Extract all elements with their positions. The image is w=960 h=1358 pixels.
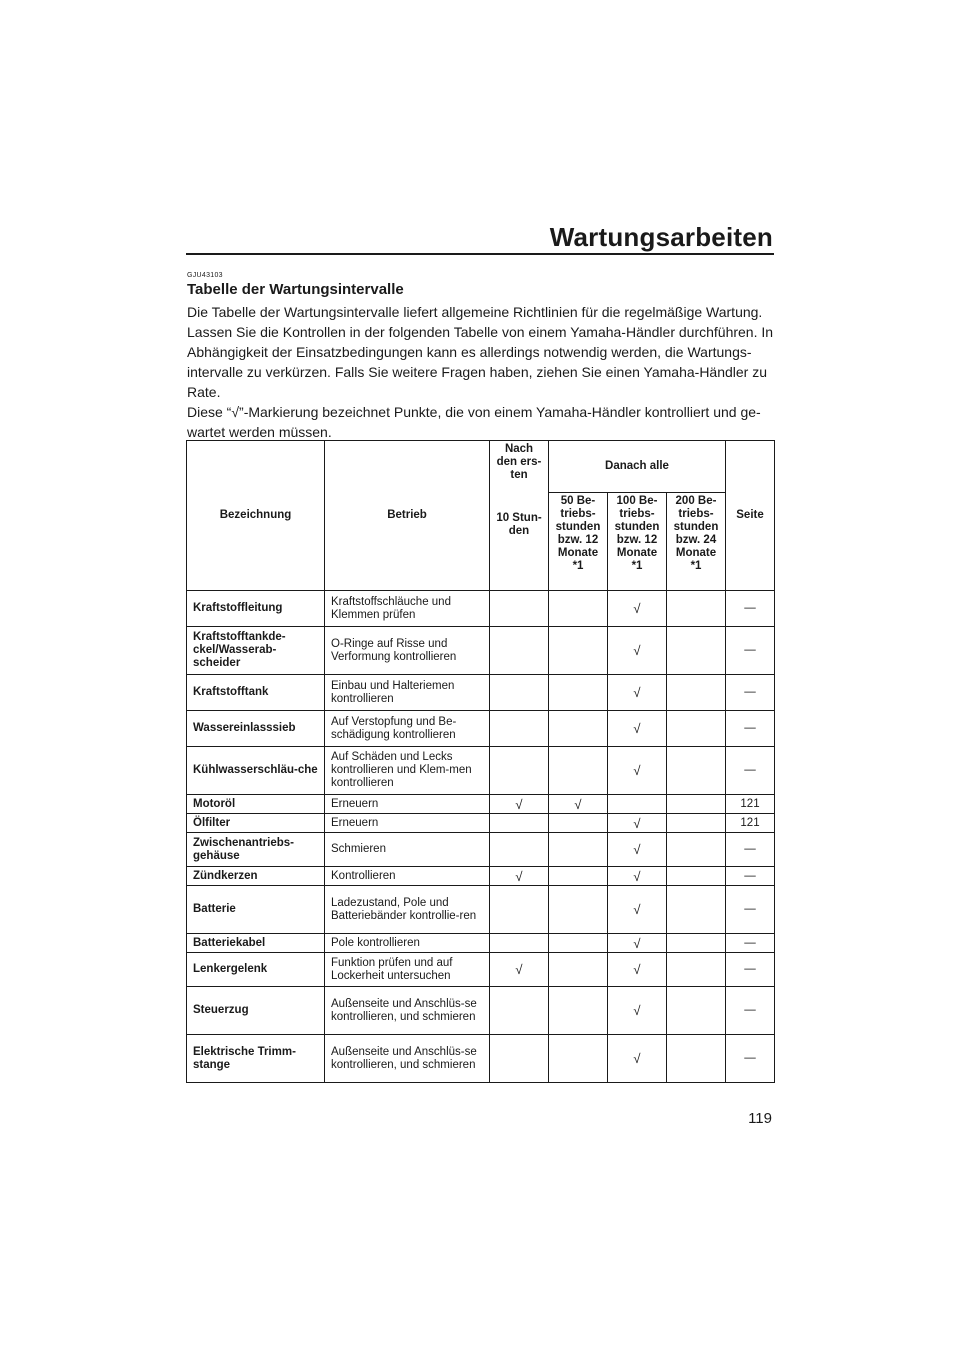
check-50h: [549, 814, 608, 833]
check-100h: √: [608, 886, 667, 934]
check-200h: [667, 747, 726, 795]
check-200h: [667, 934, 726, 953]
row-betrieb: Einbau und Halteriemen kontrollieren: [325, 675, 490, 711]
header-bezeichnung: Bezeichnung: [187, 441, 325, 591]
table-row: [187, 1035, 775, 1083]
check-100h: √: [608, 627, 667, 675]
row-seite: —: [726, 987, 775, 1035]
table-row: [187, 711, 775, 747]
check-100h: √: [608, 867, 667, 886]
check-50h: [549, 675, 608, 711]
row-betrieb: O-Ringe auf Risse und Verformung kontrollieren: [325, 627, 490, 675]
check-50h: [549, 953, 608, 987]
row-bezeichnung: Kühlwasserschläu-che: [187, 747, 325, 795]
check-50h: [549, 867, 608, 886]
check-10h: [490, 987, 549, 1035]
check-200h: [667, 591, 726, 627]
row-seite: —: [726, 747, 775, 795]
row-seite: —: [726, 867, 775, 886]
header-nach-den-ersten: [490, 441, 549, 591]
page-number: 119: [748, 1110, 772, 1127]
row-betrieb: Kontrollieren: [325, 867, 490, 886]
table-row: [187, 867, 775, 886]
check-200h: [667, 833, 726, 867]
check-10h: √: [490, 867, 549, 886]
row-seite: 121: [726, 795, 775, 814]
header-200-stunden: 200 Be-triebs-stunden bzw. 24 Monate *1: [667, 493, 726, 591]
table-row: [187, 934, 775, 953]
check-200h: [667, 953, 726, 987]
row-bezeichnung: Wassereinlasssieb: [187, 711, 325, 747]
row-bezeichnung: Steuerzug: [187, 987, 325, 1035]
row-bezeichnung: Batteriekabel: [187, 934, 325, 953]
header-nach-den-ersten-label: Nach den ers-ten: [496, 443, 542, 481]
table-row: [187, 987, 775, 1035]
row-bezeichnung: Zündkerzen: [187, 867, 325, 886]
check-10h: √: [490, 795, 549, 814]
check-50h: [549, 987, 608, 1035]
row-seite: —: [726, 833, 775, 867]
check-50h: [549, 886, 608, 934]
row-seite: —: [726, 675, 775, 711]
check-10h: √: [490, 953, 549, 987]
check-50h: [549, 711, 608, 747]
page-header-title: Wartungsarbeiten: [549, 222, 773, 252]
check-200h: [667, 627, 726, 675]
check-100h: √: [608, 591, 667, 627]
check-200h: [667, 987, 726, 1035]
section-title: Tabelle der Wartungsintervalle: [187, 281, 404, 298]
check-100h: √: [608, 987, 667, 1035]
check-100h: √: [608, 953, 667, 987]
check-200h: [667, 711, 726, 747]
intro-paragraph: Die Tabelle der Wartungsintervalle liefert allgemeine Richtlinien für die regelmäßige Wartung. Lassen Sie die Kontrollen in der folgenden Tabelle von einem Yamaha-Händler durchführen. In Abhängigkeit der Einsatzbedingungen kann es allerdings notwendig werden, die Wartungs-intervalle zu verkürzen. Falls Sie weitere Fragen haben, ziehen Sie einen Yamaha-Händler zu Rate.: [187, 304, 774, 400]
row-seite: —: [726, 627, 775, 675]
table-row: [187, 953, 775, 987]
check-200h: [667, 867, 726, 886]
row-betrieb: Ladezustand, Pole und Batteriebänder kontrollie-ren: [325, 886, 490, 934]
row-betrieb: Funktion prüfen und auf Lockerheit untersuchen: [325, 953, 490, 987]
section-code: GJU43103: [187, 272, 223, 279]
check-50h: [549, 591, 608, 627]
table-row: [187, 814, 775, 833]
header-100-stunden: 100 Be-triebs-stunden bzw. 12 Monate *1: [608, 493, 667, 591]
check-100h: √: [608, 814, 667, 833]
check-100h: √: [608, 747, 667, 795]
row-bezeichnung: Batterie: [187, 886, 325, 934]
intro-paragraph: Diese “√”-Markierung bezeichnet Punkte, die von einem Yamaha-Händler kontrolliert und ge-wartet werden müssen.: [187, 404, 761, 440]
row-bezeichnung: Motoröl: [187, 795, 325, 814]
header-50-stunden: 50 Be-triebs-stunden bzw. 12 Monate *1: [549, 493, 608, 591]
check-10h: [490, 627, 549, 675]
table-row: [187, 886, 775, 934]
check-10h: [490, 711, 549, 747]
table-row: [187, 627, 775, 675]
row-betrieb: Außenseite und Anschlüs-se kontrollieren, und schmieren: [325, 987, 490, 1035]
check-100h: √: [608, 675, 667, 711]
header-divider: [186, 253, 774, 255]
row-bezeichnung: Kraftstofftankde-ckel/Wasserab-scheider: [187, 627, 325, 675]
check-50h: [549, 747, 608, 795]
row-seite: —: [726, 934, 775, 953]
row-bezeichnung: Lenkergelenk: [187, 953, 325, 987]
check-100h: √: [608, 833, 667, 867]
row-seite: 121: [726, 814, 775, 833]
row-betrieb: Auf Schäden und Lecks kontrollieren und Klem-men kontrollieren: [325, 747, 490, 795]
table-row: [187, 833, 775, 867]
row-bezeichnung: Ölfilter: [187, 814, 325, 833]
check-50h: [549, 833, 608, 867]
check-100h: √: [608, 934, 667, 953]
header-betrieb: Betrieb: [325, 441, 490, 591]
table-row: [187, 795, 775, 814]
check-10h: [490, 814, 549, 833]
row-bezeichnung: Kraftstofftank: [187, 675, 325, 711]
row-betrieb: Erneuern: [325, 795, 490, 814]
row-seite: —: [726, 886, 775, 934]
check-10h: [490, 886, 549, 934]
check-10h: [490, 675, 549, 711]
check-200h: [667, 795, 726, 814]
check-200h: [667, 1035, 726, 1083]
check-50h: [549, 934, 608, 953]
row-betrieb: Erneuern: [325, 814, 490, 833]
check-50h: [549, 1035, 608, 1083]
check-10h: [490, 1035, 549, 1083]
check-10h: [490, 934, 549, 953]
check-200h: [667, 675, 726, 711]
row-seite: —: [726, 1035, 775, 1083]
table-row: [187, 675, 775, 711]
table-row: [187, 591, 775, 627]
check-50h: [549, 627, 608, 675]
check-100h: √: [608, 1035, 667, 1083]
intro-text: [187, 302, 775, 442]
row-seite: —: [726, 591, 775, 627]
table-row: [187, 747, 775, 795]
row-bezeichnung: Kraftstoffleitung: [187, 591, 325, 627]
check-200h: [667, 814, 726, 833]
row-seite: —: [726, 953, 775, 987]
row-bezeichnung: Elektrische Trimm-stange: [187, 1035, 325, 1083]
header-seite: Seite: [726, 441, 775, 591]
row-bezeichnung: Zwischenantriebs-gehäuse: [187, 833, 325, 867]
check-100h: √: [608, 711, 667, 747]
row-betrieb: Auf Verstopfung und Be-schädigung kontrollieren: [325, 711, 490, 747]
check-10h: [490, 833, 549, 867]
row-betrieb: Kraftstoffschläuche und Klemmen prüfen: [325, 591, 490, 627]
row-seite: —: [726, 711, 775, 747]
row-betrieb: Pole kontrollieren: [325, 934, 490, 953]
check-10h: [490, 747, 549, 795]
check-10h: [490, 591, 549, 627]
maintenance-table: [186, 440, 775, 1083]
check-200h: [667, 886, 726, 934]
check-50h: √: [549, 795, 608, 814]
header-10-stunden: 10 Stun-den: [496, 512, 542, 537]
row-betrieb: Außenseite und Anschlüs-se kontrollieren, und schmieren: [325, 1035, 490, 1083]
check-100h: [608, 795, 667, 814]
header-danach-alle: Danach alle: [549, 441, 726, 493]
row-betrieb: Schmieren: [325, 833, 490, 867]
